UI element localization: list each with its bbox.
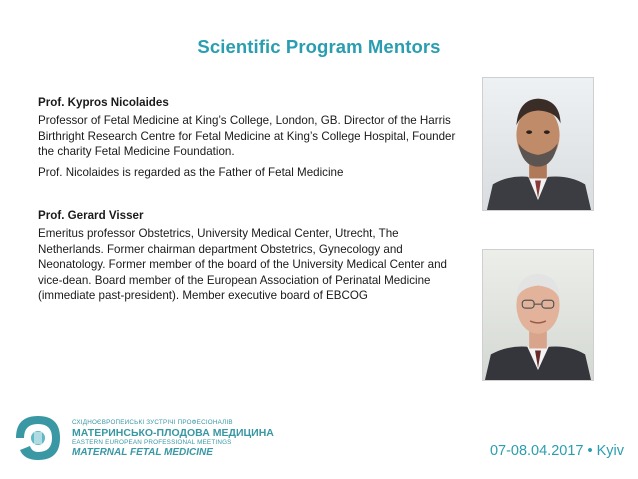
- mentor-bio-nicolaides: [38, 95, 460, 180]
- mentor-description: Emeritus professor Obstetrics, University Medical Center, Utrecht, The Netherlands. Former chairman department Obstetrics, Gynecology and Neonatology. Former member of the board of the University Medical Center and vice-dean. Board member of the European Association of Perinatal Medicine (immediate past-president). Member executive board of EBCOG: [38, 227, 447, 303]
- slide-title: Scientific Program Mentors: [197, 36, 441, 57]
- logo-line: EASTERN EUROPEAN PROFESSIONAL MEETINGS: [72, 439, 232, 446]
- mentor-description: Professor of Fetal Medicine at King’s College, London, GB. Director of the Harris Birthright Research Centre for Fetal Medicine at King’s College Hospital, Founder the charity Fetal Medicine Foundation.: [38, 114, 456, 159]
- logo-emblem-icon: [8, 410, 68, 466]
- logo-text: [72, 419, 282, 459]
- mentor-note: Prof. Nicolaides is regarded as the Father of Fetal Medicine: [38, 165, 344, 179]
- logo-line: СХІДНОЄВРОПЕЙСЬКІ ЗУСТРІЧІ ПРОФЕСІОНАЛІВ: [72, 419, 233, 426]
- mentor-bio-visser: [38, 208, 460, 303]
- portrait-illustration: [483, 78, 593, 210]
- mentor-name: Prof. Kypros Nicolaides: [38, 96, 169, 109]
- portrait-photo-nicolaides: [482, 77, 594, 211]
- portrait-photo-visser: [482, 249, 594, 381]
- event-logo: [8, 410, 284, 466]
- logo-line: MATERNAL FETAL MEDICINE: [72, 447, 213, 458]
- logo-line: МАТЕРИНСЬКО-ПЛОДОВА МЕДИЦИНА: [72, 427, 274, 439]
- portrait-illustration: [483, 250, 593, 380]
- mentor-name: Prof. Gerard Visser: [38, 209, 144, 222]
- event-date-location: 07-08.04.2017 • Kyiv: [489, 443, 624, 459]
